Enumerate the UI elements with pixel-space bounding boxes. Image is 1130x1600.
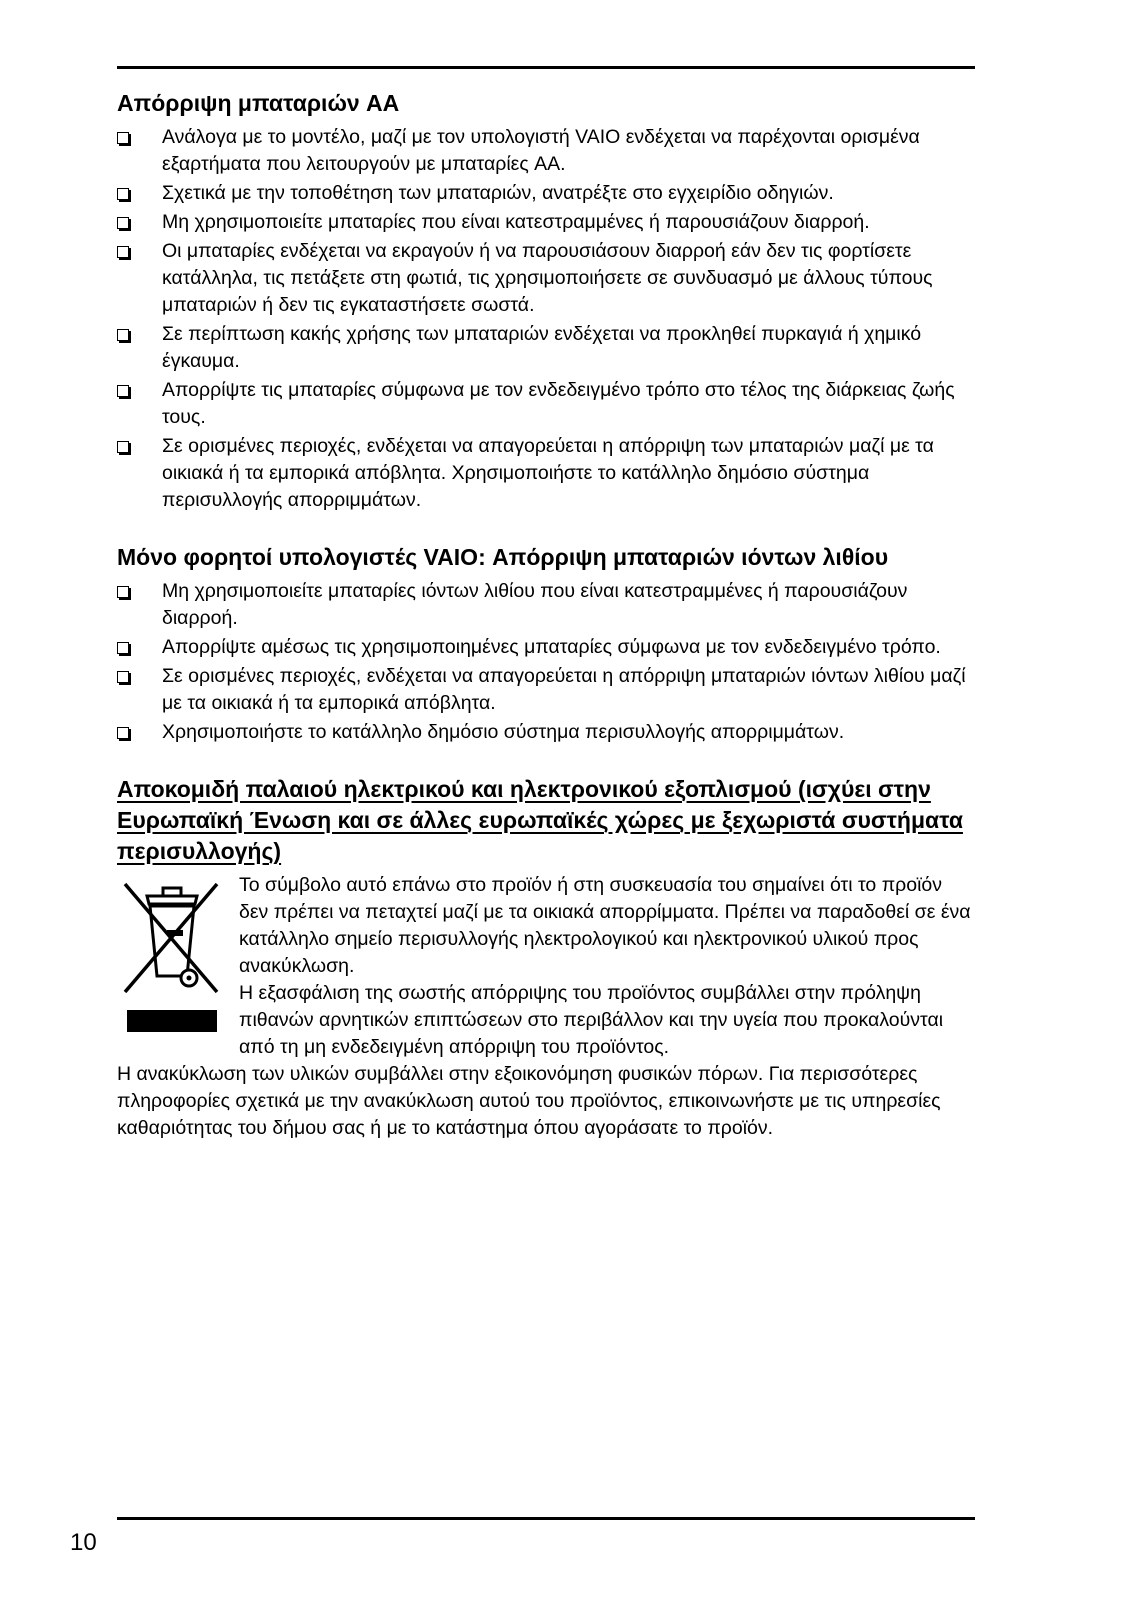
weee-paragraph: Το σύμβολο αυτό επάνω στο προϊόν ή στη συσκευασία του σημαίνει ότι το προϊόν δεν πρέπει να πεταχτεί μαζί με τα οικιακά απορρίμματα. Πρέπει να παραδοθεί σε ένα κατάλληλο σημείο περισυλλογής ηλεκτρολογικού και ηλεκτρονικού υλικού προς ανακύκλωση. xyxy=(239,874,971,977)
list-item: Σχετικά με την τοποθέτηση των μπαταριών, ανατρέξτε στο εγχειρίδιο οδηγιών. xyxy=(117,180,975,207)
list-item: Μη χρησιμοποιείτε μπαταρίες ιόντων λιθίου που είναι κατεστραμμένες ή παρουσιάζουν διαρροή. xyxy=(117,578,975,632)
checkbox-bullet-icon xyxy=(117,188,129,200)
bullet-list xyxy=(117,578,975,746)
checkbox-bullet-icon xyxy=(117,217,129,229)
checkbox-bullet-icon xyxy=(117,671,129,683)
list-item: Σε ορισμένες περιοχές, ενδέχεται να απαγορεύεται η απόρριψη των μπαταριών μαζί με τα οικιακά ή τα εμπορικά απόβλητα. Χρησιμοποιήστε το κατάλληλο δημόσιο σύστημα περισυλλογής απορριμμάτων. xyxy=(117,433,975,514)
checkbox-bullet-icon xyxy=(117,132,129,144)
weee-text xyxy=(238,872,975,1061)
weee-paragraph: Η εξασφάλιση της σωστής απόρριψης του προϊόντος συμβάλλει στην πρόληψη πιθανών αρνητικών επιπτώσεων στο περιβάλλον και την υγεία που προκαλούνται από τη μη ενδεδειγμένη απόρριψη του προϊόντος. xyxy=(239,982,944,1058)
checkbox-bullet-icon xyxy=(117,385,129,397)
section-heading: Απόρριψη μπαταριών AA xyxy=(117,90,400,116)
section-heading: Μόνο φορητοί υπολογιστές VAIO: Απόρριψη μπαταριών ιόντων λιθίου xyxy=(117,544,889,570)
checkbox-bullet-icon xyxy=(117,246,129,258)
list-item: Οι μπαταρίες ενδέχεται να εκραγούν ή να παρουσιάσουν διαρροή εάν δεν τις φορτίσετε κατάλληλα, τις πετάξετε στη φωτιά, τις χρησιμοποιήσετε σε συνδυασμό με άλλους τύπους μπαταριών ή δεν τις εγκαταστήσετε σωστά. xyxy=(117,238,975,319)
list-item: Σε περίπτωση κακής χρήσης των μπαταριών ενδέχεται να προκληθεί πυρκαγιά ή χημικό έγκαυμα. xyxy=(117,321,975,375)
weee-paragraph: Η ανακύκλωση των υλικών συμβάλλει στην εξοικονόμηση φυσικών πόρων. Για περισσότερες πληροφορίες σχετικά με την ανακύκλωση αυτού του προϊόντος, επικοινωνήστε με τις υπηρεσίες καθαριότητας του δήμου σας ή με το κατάστημα όπου αγοράσατε το προϊόν. xyxy=(117,1063,941,1139)
crossed-out-wheelie-bin-icon xyxy=(117,874,227,1044)
checkbox-bullet-icon xyxy=(117,329,129,341)
page-content xyxy=(117,88,975,1170)
list-item: Σε ορισμένες περιοχές, ενδέχεται να απαγορεύεται η απόρριψη μπαταριών ιόντων λιθίου μαζί με τα οικιακά ή τα εμπορικά απόβλητα. xyxy=(117,663,975,717)
checkbox-bullet-icon xyxy=(117,441,129,453)
list-item: Απορρίψτε τις μπαταρίες σύμφωνα με τον ενδεδειγμένο τρόπο στο τέλος της διάρκειας ζωής τους. xyxy=(117,377,975,431)
checkbox-bullet-icon xyxy=(117,586,129,598)
page-number: 10 xyxy=(70,1529,97,1556)
section-lithium-batteries xyxy=(117,542,975,746)
checkbox-bullet-icon xyxy=(117,727,129,739)
list-item: Ανάλογα με το μοντέλο, μαζί με τον υπολογιστή VAIO ενδέχεται να παρέχονται ορισμένα εξαρτήματα που λειτουργούν με μπαταρίες AA. xyxy=(117,124,975,178)
list-item: Μη χρησιμοποιείτε μπαταρίες που είναι κατεστραμμένες ή παρουσιάζουν διαρροή. xyxy=(117,209,975,236)
section-aa-batteries xyxy=(117,88,975,514)
top-rule xyxy=(117,66,975,69)
list-item: Απορρίψτε αμέσως τις χρησιμοποιημένες μπαταρίες σύμφωνα με τον ενδεδειγμένο τρόπο. xyxy=(117,634,975,661)
section-heading: Αποκομιδή παλαιού ηλεκτρικού και ηλεκτρονικού εξοπλισμού (ισχύει στην Ευρωπαϊκή Ένωση και σε άλλες ευρωπαϊκές χώρες με ξεχωριστά συστήματα περισυλλογής) xyxy=(117,776,963,864)
bullet-list xyxy=(117,124,975,514)
checkbox-bullet-icon xyxy=(117,642,129,654)
list-item: Χρησιμοποιήστε το κατάλληλο δημόσιο σύστημα περισυλλογής απορριμμάτων. xyxy=(117,719,975,746)
section-weee-disposal xyxy=(117,774,975,1142)
bottom-rule xyxy=(117,1517,975,1520)
